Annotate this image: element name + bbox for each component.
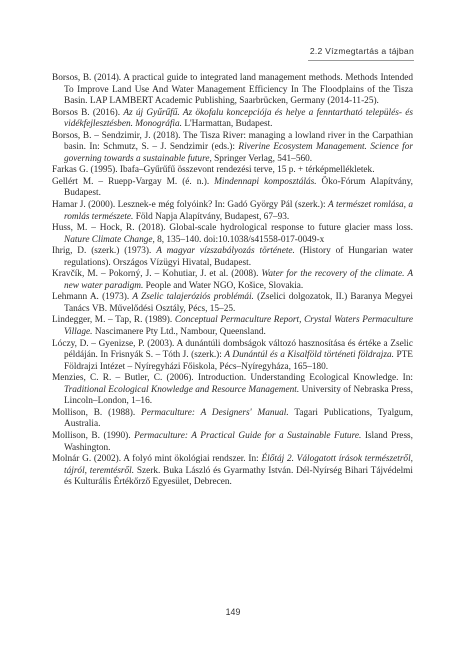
reference-entry [52, 315, 413, 338]
reference-title: Az új Gyűrűfű. Az ökofalu koncepciója és helye a fenntartható település- és vidékfejlesztésben. Monográfia. [64, 107, 413, 130]
reference-entry [52, 454, 413, 489]
reference-text: Gellért M. – Ruepp-Vargay M. (é. n.). [52, 176, 215, 187]
reference-text: Menzies, C. R. – Butler, C. (2006). Introduction. Understanding Ecological Knowledge. In: [52, 373, 413, 384]
reference-entry [52, 108, 413, 131]
reference-title: A magyar vízszabályozás története. [156, 246, 295, 257]
reference-tail: Springer Verlag, 541–560. [211, 153, 313, 164]
reference-title: A természet romlása, a romlás természete. [64, 200, 414, 222]
reference-entry [52, 339, 413, 374]
reference-text: Kravčík, M. – Pokorný, J. – Kohutiar, J. et al. (2008). [52, 269, 262, 280]
reference-entry [52, 408, 413, 431]
reference-text: Farkas G. (1995). Ibafa–Gyűrűfű összevont rendezési terve, 15 p. + térképmellékletek. [52, 165, 375, 176]
reference-entry [52, 223, 413, 246]
reference-tail: (History of Hungarian water regulations). Országos Vízügyi Hivatal, Budapest. [64, 246, 413, 268]
reference-entry [52, 200, 413, 223]
reference-entry [52, 177, 413, 200]
reference-entry [52, 431, 413, 454]
reference-title: Élőtáj 2. Válogatott írások természetről, tájról, teremtésről. [64, 454, 413, 476]
reference-entry [52, 269, 413, 292]
reference-title: Traditional Ecological Knowledge and Resource Management. [64, 384, 300, 395]
reference-tail: Szerk. Buka László és Gyarmathy István. Dél-Nyírség Bihari Tájvédelmi és Kulturális Értékőrző Egyesület, Debrecen. [64, 465, 413, 488]
reference-text: Lehmann A. (1973). [52, 292, 133, 303]
reference-title: Permaculture: A Practical Guide for a Sustainable Future. [134, 430, 362, 441]
reference-entry [52, 373, 413, 408]
reference-tail: Nascimanere Pty Ltd., Nambour, Queensland. [92, 327, 266, 338]
reference-title: Permaculture: A Designers' Manual. [141, 407, 289, 418]
reference-text: Mollison, B. (1988). [52, 407, 142, 418]
reference-title: Riverine Ecosystem Management. Science for governing towards a sustainable future, [64, 142, 413, 164]
reference-title: Nature Climate Change, [64, 234, 155, 245]
reference-tail: 8, 135–140. doi:10.1038/s41558-017-0049-x [154, 234, 325, 245]
running-head: 2.2 Vízmegtartás a tájban [309, 46, 414, 56]
reference-tail: Island Press, Washington. [64, 430, 413, 453]
reference-text: Borsos, B. (2014). A practical guide to integrated land management methods. Methods Intended To Improve Land Use And Water Management Efficiency In The Floodplains of the Tisza Basin. LAP LAMBERT Academic Publishing, Saarbrücken, Germany (2014-11-25). [52, 73, 413, 107]
reference-text: Ihrig, D. (szerk.) (1973). [52, 246, 157, 257]
reference-tail: (Zselici dolgozatok, II.) Baranya Megyei Tanács VB. Művelődési Osztály, Pécs, 15–25. [64, 292, 413, 314]
reference-tail: People and Water NGO, Košice, Slovakia. [143, 280, 304, 291]
reference-entry [52, 246, 413, 269]
reference-title: A Zselic talajeróziós problémái. [132, 292, 254, 303]
reference-tail: Öko-Fórum Alapítvány, Budapest. [64, 176, 413, 199]
reference-text: Borsos, B. – Sendzimir, J. (2018). The Tisza River: managing a lowland river in the Carpathian basin. In: Schmutz, S. – J. Sendzimir (eds.): [52, 130, 413, 153]
reference-entry [52, 165, 413, 177]
page-number: 149 [225, 607, 241, 617]
reference-title: Conceptual Permaculture Report, Crystal Waters Permaculture Village. [64, 315, 414, 338]
reference-text: Huss, M. – Hock, R. (2018). Global-scale hydrological response to future glacier mass loss. [52, 223, 413, 234]
reference-title: Mindennapi komposztálás. [214, 176, 317, 187]
reference-tail: L'Harmattan, Budapest. [182, 119, 273, 130]
reference-text: Borsos B. (2016). [52, 107, 124, 118]
reference-entry [52, 73, 413, 108]
reference-entry [52, 292, 413, 315]
reference-text: Mollison, B. (1990). [52, 430, 135, 441]
reference-text: Lóczy, D. – Gyenizse, P. (2003). A dunántúli dombságok változó hasznosítása és értéke a Zselic példáján. In Frisnyák S. – Tóth J. (szerk.): [52, 338, 413, 361]
reference-title: Water for the recovery of the climate. A new water paradigm. [64, 269, 413, 291]
reference-text: Molnár G. (2002). A folyó mint ökológiai rendszer. In: [52, 454, 262, 465]
reference-list [52, 73, 413, 489]
header-rule [308, 60, 414, 61]
reference-title: A Dunántúl és a Kisalföld történeti földrajza. [224, 350, 394, 361]
reference-tail: Föld Napja Alapítvány, Budapest, 67–93. [133, 211, 290, 222]
reference-text: Lindegger, M. – Tap, R. (1989). [52, 315, 175, 326]
reference-text: Hamar J. (2000). Lesznek-e még folyóink? In: Gadó György Pál (szerk.): [52, 200, 329, 211]
reference-tail: Tagari Publications, Tyalgum, Australia. [64, 407, 414, 430]
reference-tail: University of Nebraska Press, Lincoln–London, 1–16. [64, 384, 413, 407]
reference-entry [52, 131, 413, 166]
reference-tail: PTE Földrajzi Intézet – Nyíregyházi Főiskola, Pécs–Nyíregyháza, 165–180. [64, 350, 413, 372]
